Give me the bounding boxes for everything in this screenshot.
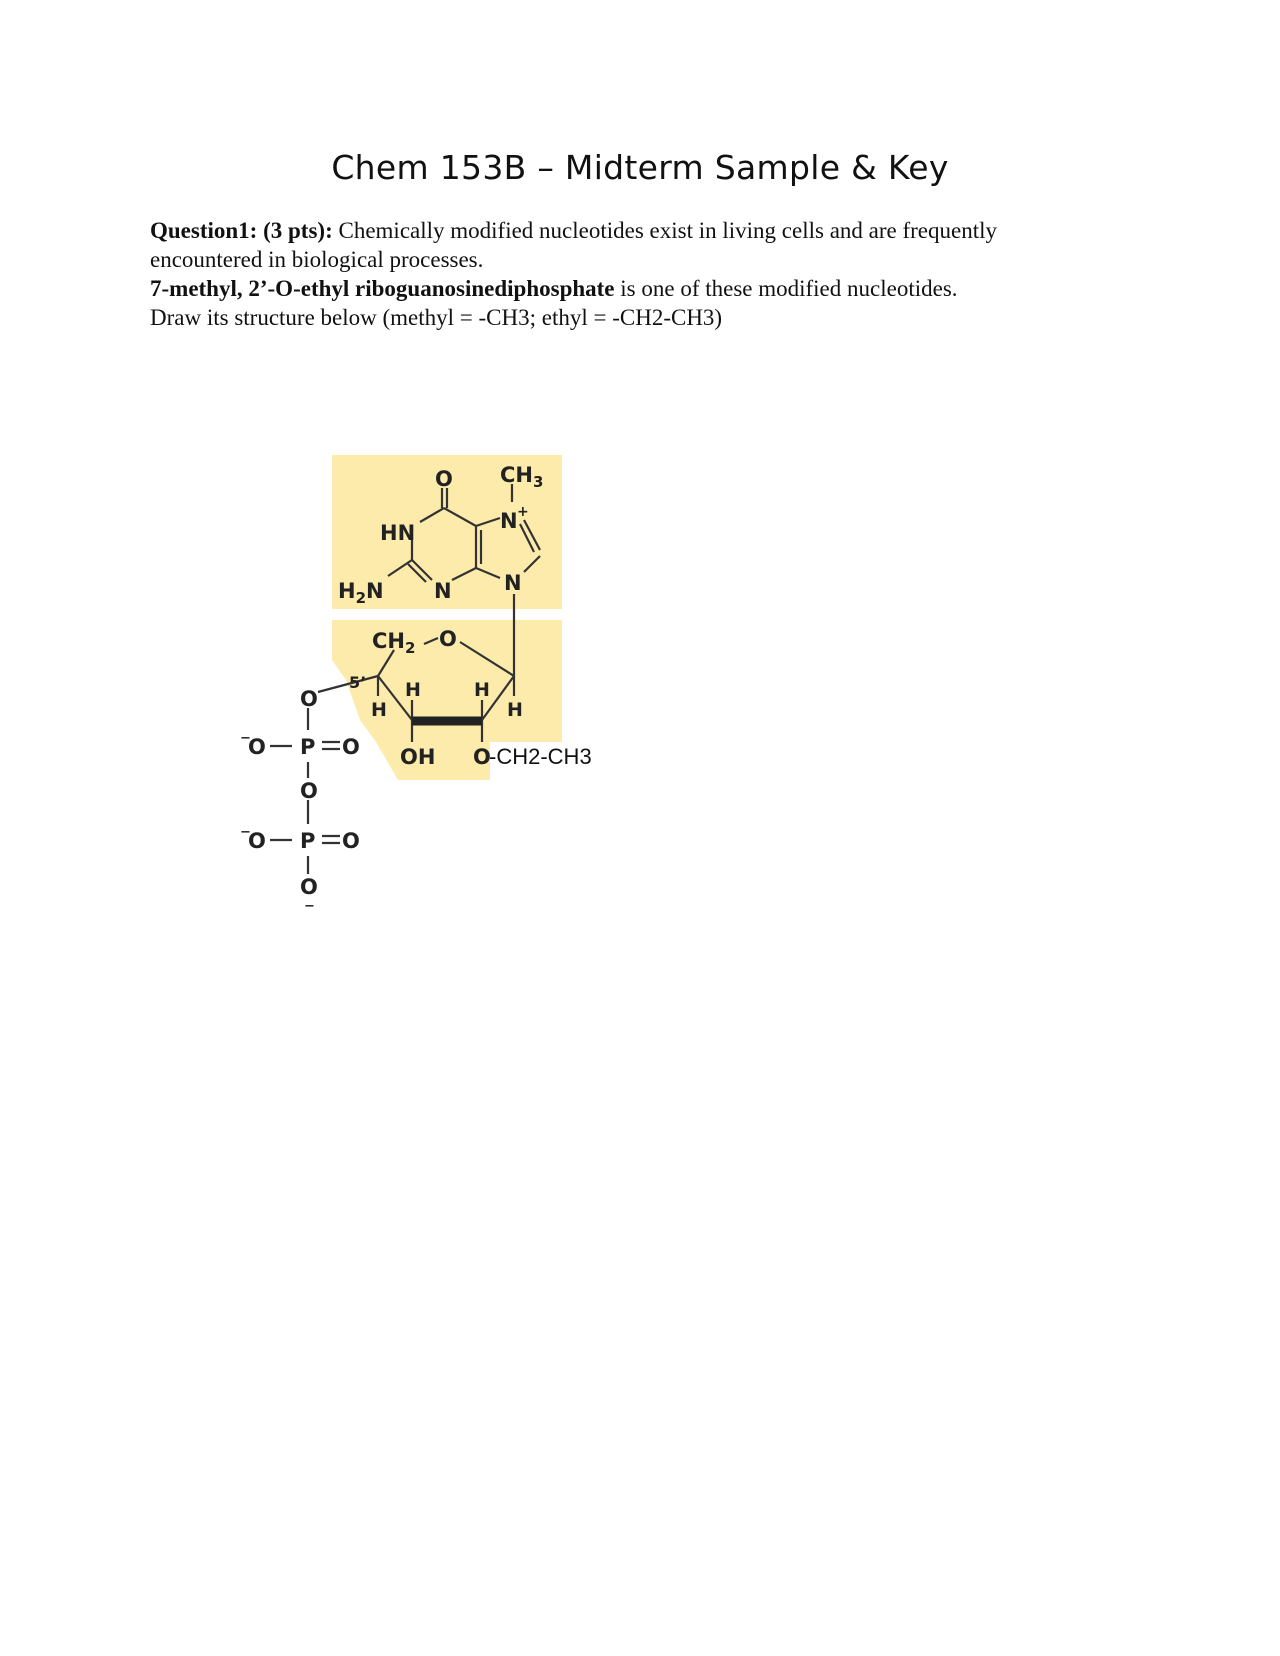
ch2-label: $CH_2$ bbox=[372, 629, 416, 657]
terminal-minus: − bbox=[304, 899, 315, 914]
five-prime-label: 5’ bbox=[349, 673, 367, 692]
bridge-oxygen: O bbox=[300, 779, 318, 803]
hydroxyl-label: OH bbox=[400, 745, 436, 769]
methyl-label: $CH_3$ bbox=[500, 463, 544, 491]
n7-label: N bbox=[500, 509, 518, 533]
question-line4-text: Draw its structure below (methyl = -CH3; ethyl = -CH2-CH3) bbox=[150, 305, 723, 330]
phosphate-ester-oxygen: O bbox=[300, 687, 318, 711]
n1-label: HN bbox=[380, 521, 416, 545]
ethyl-annotation: -CH2-CH3 bbox=[489, 744, 592, 769]
question-line2-text: encountered in biological processes. bbox=[150, 247, 484, 272]
h-top-right: H bbox=[474, 679, 490, 701]
h-left: H bbox=[371, 699, 387, 721]
ethyl-oxygen: O bbox=[473, 745, 491, 769]
p1-o-minus: O bbox=[248, 735, 266, 759]
terminal-oxygen: O bbox=[300, 875, 318, 899]
p2-label: P bbox=[300, 829, 316, 853]
n7-charge: + bbox=[517, 504, 529, 520]
ring-oxygen: O bbox=[439, 627, 457, 651]
question-label: Question1: bbox=[150, 218, 258, 243]
n9-label: N bbox=[504, 571, 522, 595]
question-line3-rest: is one of these modified nucleotides. bbox=[614, 276, 958, 301]
p2-o-minus: O bbox=[248, 829, 266, 853]
page-title: Chem 153B – Midterm Sample & Key bbox=[331, 148, 949, 187]
h-right: H bbox=[507, 699, 523, 721]
n3-label: N bbox=[434, 579, 452, 603]
p1-minus: − bbox=[240, 731, 251, 746]
carbonyl-oxygen: O bbox=[435, 467, 453, 491]
amino-label: $H_2N$ bbox=[338, 579, 384, 607]
h-top-left: H bbox=[405, 679, 421, 701]
question-points: (3 pts): bbox=[263, 218, 333, 243]
p1-double-o: O bbox=[342, 735, 360, 759]
p2-minus: − bbox=[240, 825, 251, 840]
p2-double-o: O bbox=[342, 829, 360, 853]
question-line1-text: Chemically modified nucleotides exist in living cells and are frequently bbox=[338, 218, 997, 243]
compound-name: 7-methyl, 2’-O-ethyl riboguanosinediphosphate bbox=[150, 276, 615, 301]
p1-label: P bbox=[300, 735, 316, 759]
